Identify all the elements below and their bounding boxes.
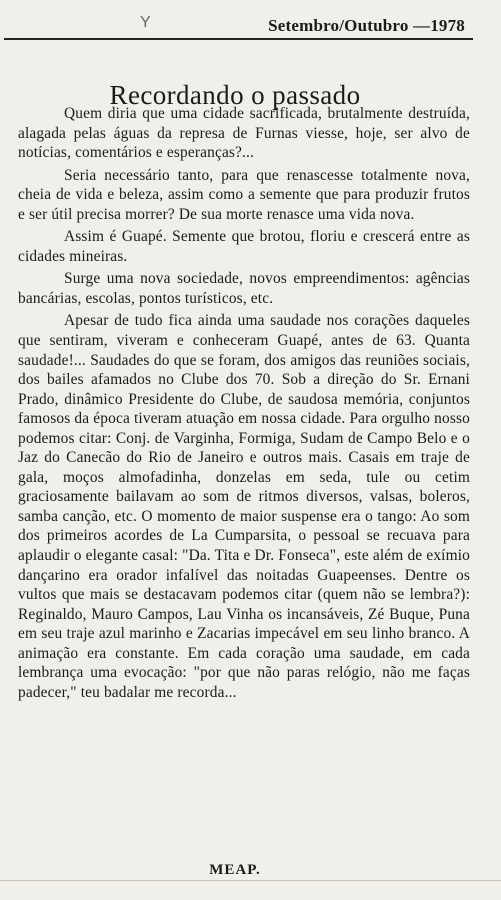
article-title: Recordando o passado — [109, 80, 361, 111]
paragraph: Surge uma nova sociedade, novos empreendimentos: agências bancárias, escolas, pontos turísticos, etc. — [18, 270, 470, 307]
paper-fold — [0, 880, 501, 881]
paragraph: Quem diria que uma cidade sacrificada, brutalmente destruída, alagada pelas águas da represa de Furnas viesse, hoje, ser alvo de notícias, comentários e esperanças?... — [18, 105, 470, 162]
paragraph: Apesar de tudo fica ainda uma saudade nos corações daqueles que sentiram, viveram e conheceram Guapé, antes de 63. Quanta saudade!... Saudades do que se foram, dos amigos das reuniões sociais, dos bailes afamados no Clube dos 70. Sob a direção do Sr. Ernani Prado, dinâmico Presidente do Clube, de saudosa memória, conjuntos famosos da época tiveram atuação em nossa cidade. Para orgulho nosso podemos citar: Conj. de Varginha, Formiga, Sudam de Campo Belo e o Jaz do Canecão do Rio de Janeiro e outros mais. Casais em traje de gala, moços almofadinha, donzelas em seda, tule ou cetim graciosamente bailavam ao som de ritmos diversos, valsas, boleros, samba canção, etc. O momento de maior suspense era o tango: Ao som dos primeiros acordes de La Cumparsita, o pessoal se recuava para aplaudir o elegante casal: "Da. Tita e Dr. Fonseca", este além de exímio dançarino era orador infalível das noitadas Guapeenses. Dentre os vultos que mais se destacavam podemos citar (quem não se lembra?): Reginaldo, Mauro Campos, Lau Vinha os incansáveis, Zé Buque, Puna em seu traje azul marinho e Zacarias impecável em seu linho branco. A animação era constante. Em cada coração uma saudade, em cada lembrança uma evocação: "por que não paras relógio, não me faças padecer," teu badalar me recorda... — [18, 312, 470, 701]
article-body — [18, 104, 470, 705]
handwritten-mark: Y — [140, 14, 151, 31]
author-signature: MEAP. — [209, 862, 261, 878]
header-rule — [4, 38, 473, 40]
issue-date: Setembro/Outubro —1978 — [268, 16, 465, 35]
paragraph: Assim é Guapé. Semente que brotou, floriu e crescerá entre as cidades mineiras. — [18, 228, 470, 265]
paragraph: Seria necessário tanto, para que renascesse totalmente nova, cheia de vida e beleza, assim como a semente que para produzir frutos e ser útil precisa morrer? De sua morte renasce uma vida nova. — [18, 166, 470, 223]
